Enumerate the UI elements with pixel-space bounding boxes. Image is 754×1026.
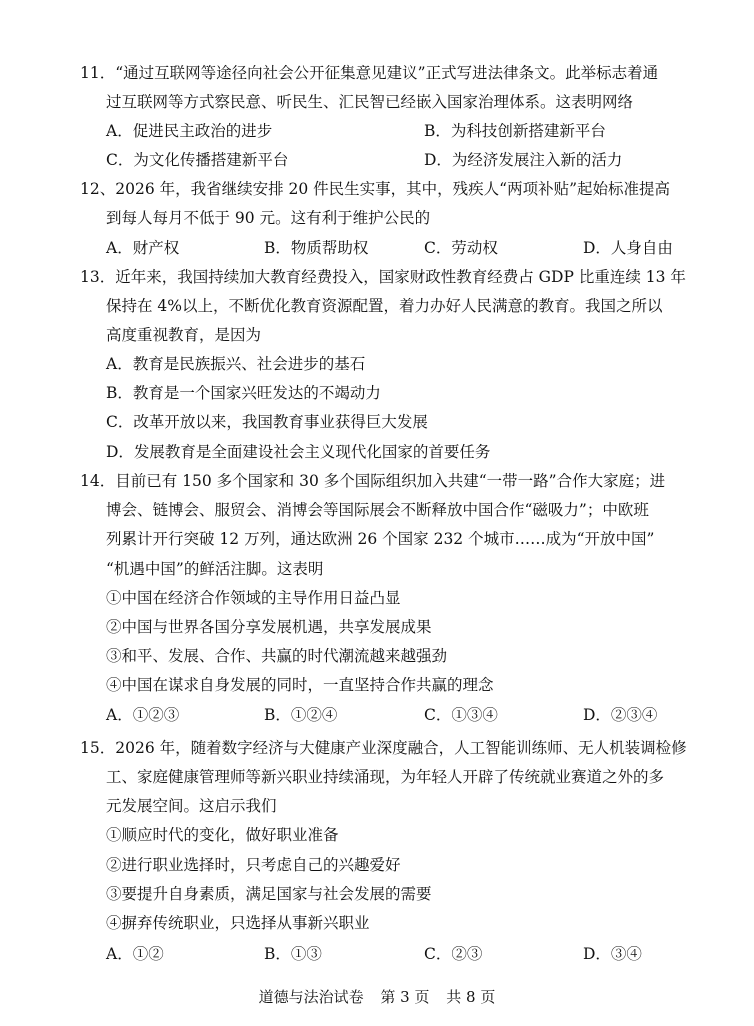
question-15-option-a: A．①②: [106, 945, 164, 963]
question-13-stem-1: 近年来，我国持续加大教育经费投入，国家财政性教育经费占 GDP 比重连续 13 年: [115, 268, 686, 286]
question-13-number: 13．: [80, 268, 116, 286]
question-15-stem-3: 元发展空间。这启示我们: [106, 797, 277, 815]
question-11-option-d: D．为经济发展注入新的活力: [424, 151, 623, 169]
question-12-line-1: [80, 178, 670, 200]
question-13-option-a: A．教育是民族振兴、社会进步的基石: [106, 355, 366, 373]
question-14-option-a: A．①②③: [106, 706, 180, 724]
question-13-option-b: B．教育是一个国家兴旺发达的不竭动力: [106, 384, 381, 402]
question-11-number: 11．: [80, 64, 116, 82]
question-15-number: 15．: [80, 739, 116, 757]
question-14-stem-1: 目前已有 150 多个国家和 30 多个国际组织加入共建“一带一路”合作大家庭；进: [115, 472, 666, 490]
question-14-option-b: B．①②④: [264, 706, 338, 724]
question-13-option-c: C．改革开放以来，我国教育事业获得巨大发展: [106, 413, 428, 431]
question-12-number: 12、: [80, 180, 116, 198]
question-14-option-d: D．②③④: [583, 706, 658, 724]
question-14-statement-1: ①中国在经济合作领域的主导作用日益凸显: [106, 589, 401, 607]
footer-subject: 道德与法治试卷: [258, 988, 364, 1006]
question-11-stem-1: “通过互联网等途径向社会公开征集意见建议”正式写进法律条文。此举标志着通: [115, 64, 659, 82]
question-13-stem-3: 高度重视教育，是因为: [106, 326, 262, 344]
question-12-option-b: B．物质帮助权: [264, 239, 369, 257]
question-14-option-c: C．①③④: [424, 706, 498, 724]
question-14-line-1: [80, 470, 665, 492]
question-14-stem-3: 列累计开行突破 12 万列，通达欧洲 26 个国家 232 个城市……成为“开放中国”: [106, 530, 655, 548]
question-14-statement-3: ③和平、发展、合作、共赢的时代潮流越来越强劲: [106, 647, 448, 665]
question-14-stem-2: 博会、链博会、服贸会、消博会等国际展会不断释放中国合作“磁吸力”；中欧班: [106, 501, 649, 519]
question-13-option-d: D．发展教育是全面建设社会主义现代化国家的首要任务: [106, 443, 491, 461]
question-12-stem-1: 2026 年，我省继续安排 20 件民生实事，其中，残疾人“两项补贴”起始标准提高: [115, 180, 671, 198]
question-15-statement-2: ②进行职业选择时，只考虑自己的兴趣爱好: [106, 856, 401, 874]
question-14-statement-2: ②中国与世界各国分享发展机遇，共享发展成果: [106, 618, 432, 636]
question-12-option-c: C．劳动权: [424, 239, 498, 257]
question-14-statement-4: ④中国在谋求自身发展的同时，一直坚持合作共赢的理念: [106, 676, 494, 694]
question-14-stem-4: “机遇中国”的鲜活注脚。这表明: [106, 560, 324, 578]
question-15-stem-1: 2026 年，随着数字经济与大健康产业深度融合，人工智能训练师、无人机装调检修: [115, 739, 687, 757]
question-11-stem-2: 过互联网等方式察民意、听民生、汇民智已经嵌入国家治理体系。这表明网络: [106, 93, 634, 111]
question-11-option-c: C．为文化传播搭建新平台: [106, 151, 289, 169]
question-13-line-1: [80, 266, 686, 288]
question-13-stem-2: 保持在 4%以上，不断优化教育资源配置，着力办好人民满意的教育。我国之所以: [106, 297, 663, 315]
question-15-stem-2: 工、家庭健康管理师等新兴职业持续涌现，为年轻人开辟了传统就业赛道之外的多: [106, 768, 665, 786]
question-12-option-d: D．人身自由: [583, 239, 673, 257]
question-15-option-d: D．③④: [583, 945, 642, 963]
question-12-stem-2: 到每人每月不低于 90 元。这有利于维护公民的: [106, 209, 431, 227]
question-15-statement-4: ④摒弃传统职业，只选择从事新兴职业: [106, 914, 370, 932]
question-11-line-1: [80, 62, 658, 84]
question-11-option-b: B．为科技创新搭建新平台: [424, 122, 606, 140]
question-15-statement-1: ①顺应时代的变化，做好职业准备: [106, 826, 339, 844]
footer-page-number: 第 3 页: [380, 988, 430, 1006]
footer-total-pages: 共 8 页: [446, 988, 496, 1006]
page-footer: [0, 986, 754, 1008]
question-15-statement-3: ③要提升自身素质，满足国家与社会发展的需要: [106, 885, 432, 903]
question-14-number: 14．: [80, 472, 116, 490]
question-15-option-b: B．①③: [264, 945, 322, 963]
question-15-line-1: [80, 737, 687, 759]
question-11-option-a: A．促进民主政治的进步: [106, 122, 273, 140]
question-12-option-a: A．财产权: [106, 239, 180, 257]
question-15-option-c: C．②③: [424, 945, 483, 963]
